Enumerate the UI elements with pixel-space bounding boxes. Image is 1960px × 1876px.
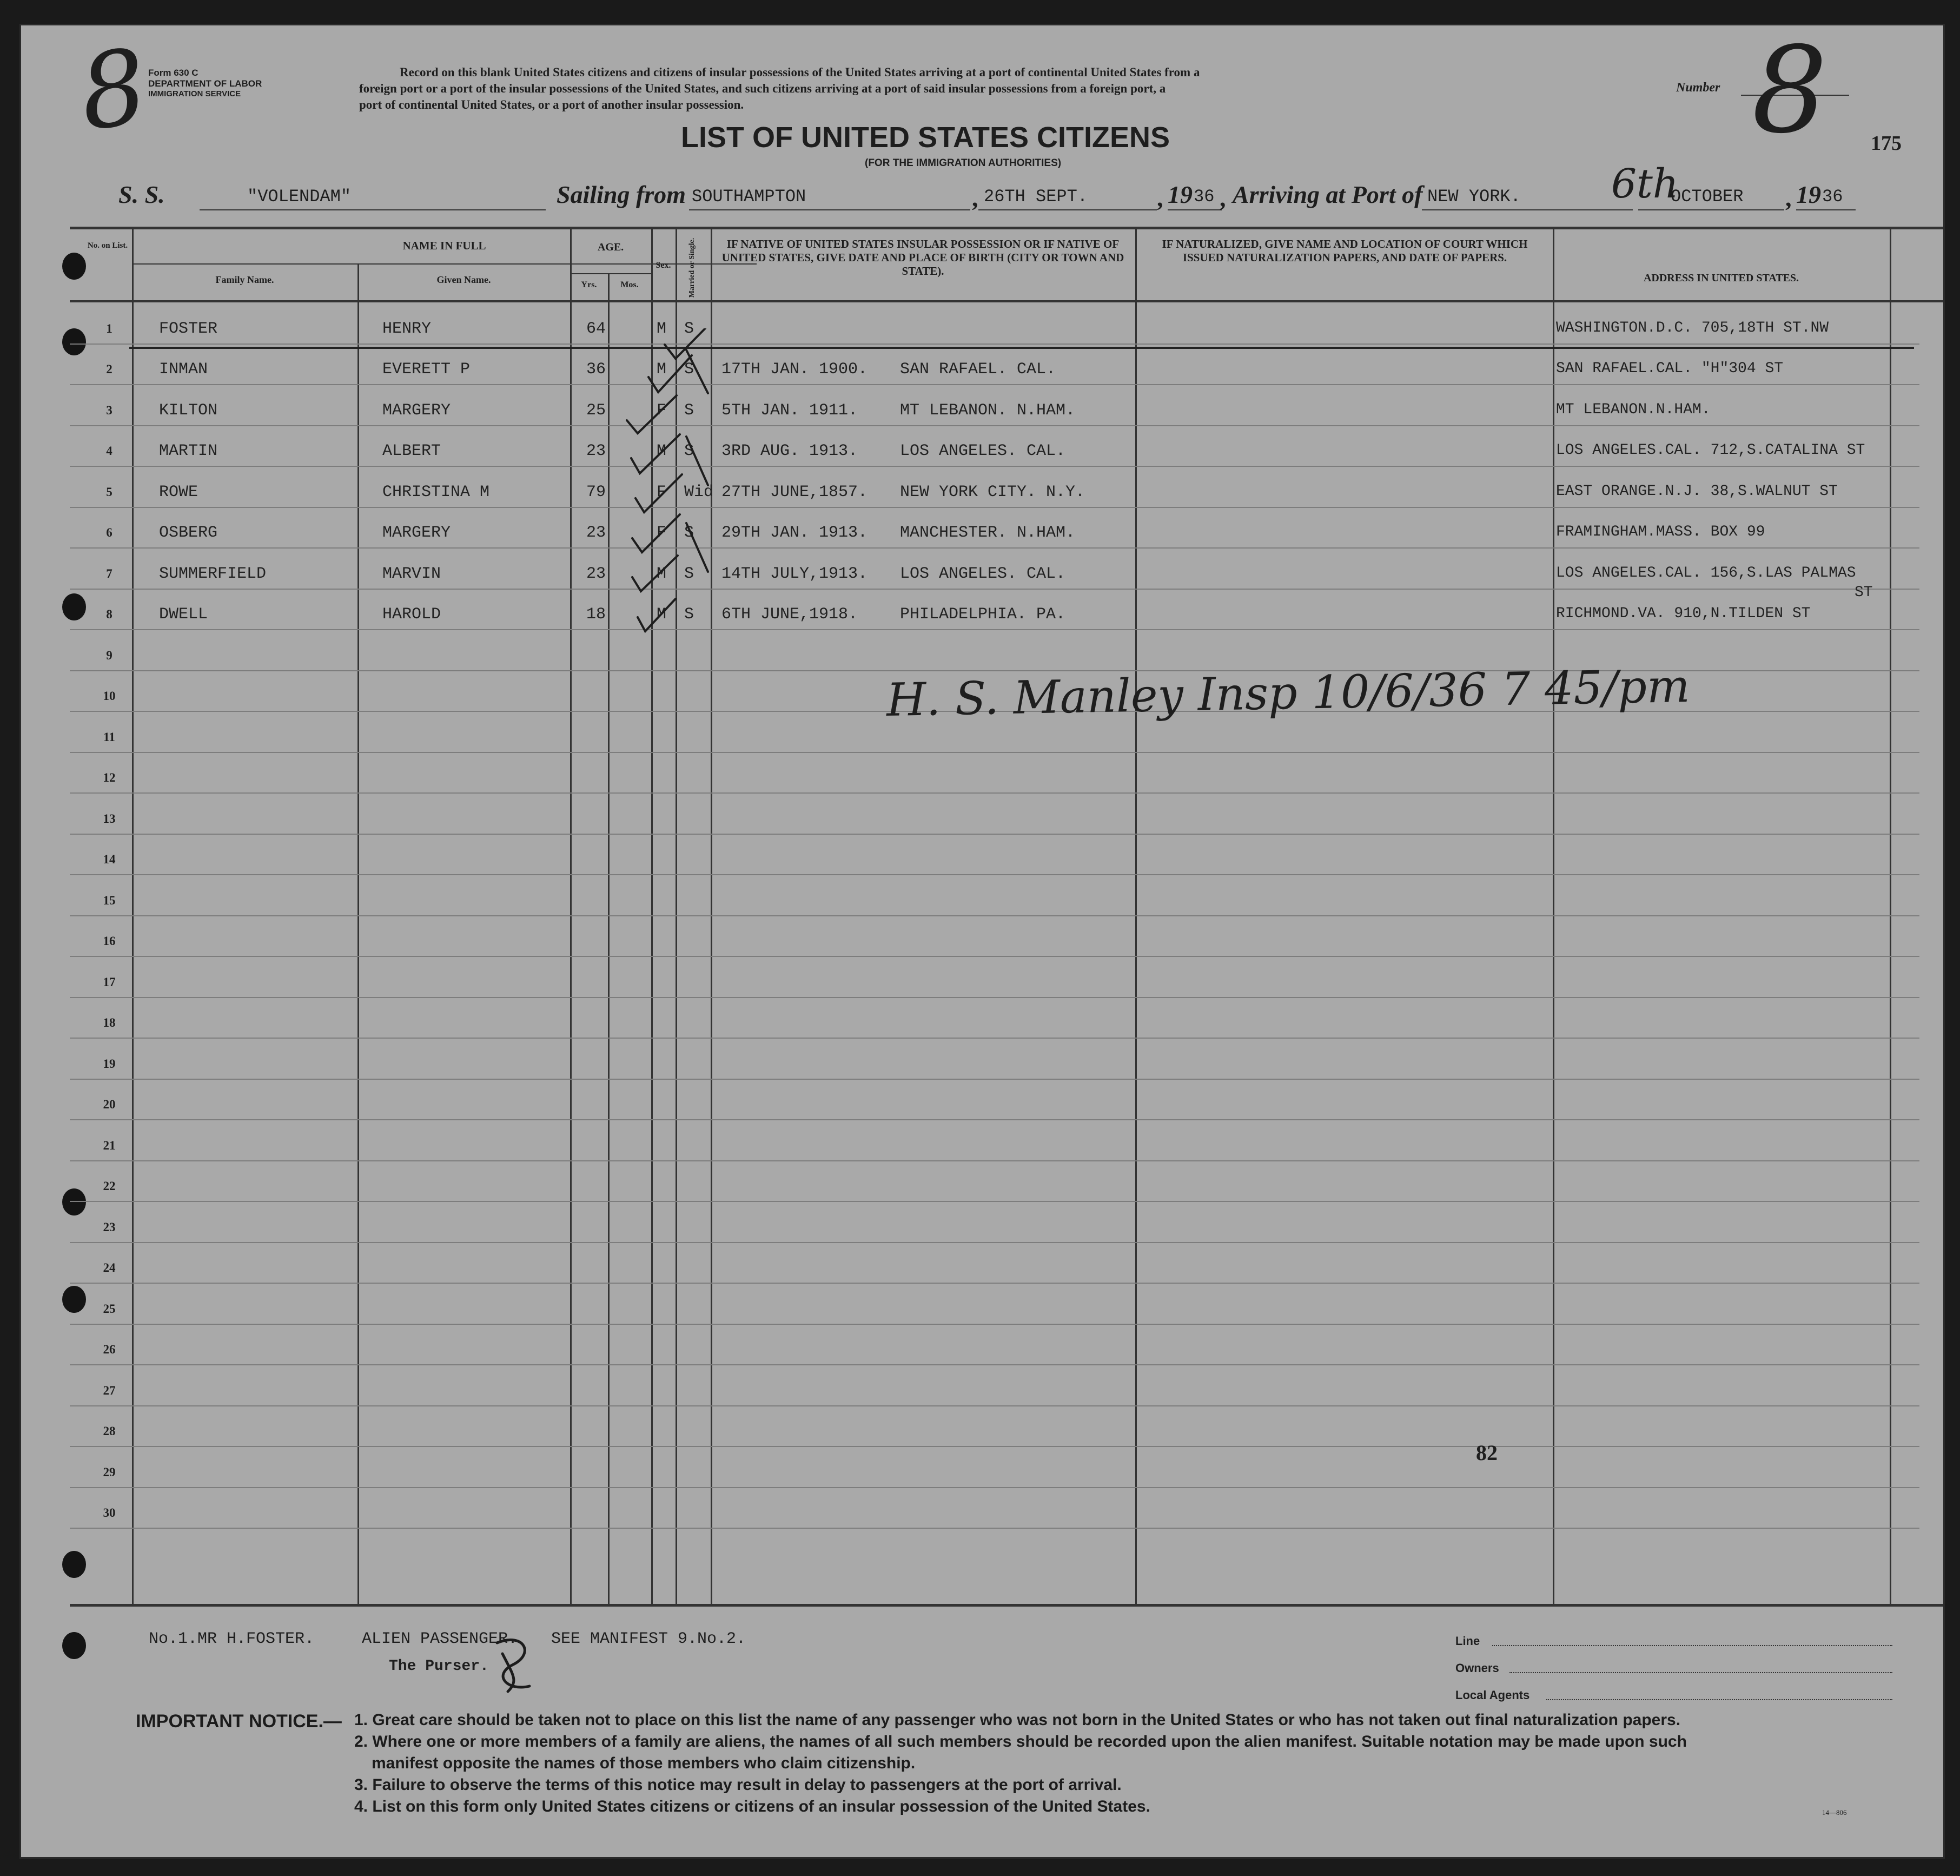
sailing-date: 26TH SEPT. <box>984 187 1088 207</box>
row-number: 4 <box>106 444 112 458</box>
age-years: 64 <box>586 320 606 338</box>
stamp-number: 82 <box>1476 1441 1498 1465</box>
punch-hole <box>62 328 86 355</box>
marital-status: S <box>684 360 694 379</box>
address: LOS ANGELES.CAL. 156,S.LAS PALMAS <box>1556 565 1856 582</box>
arriving-label: Arriving at Port of <box>1233 181 1423 208</box>
table-bottom-rule <box>70 1604 1945 1607</box>
col-age-header: AGE. <box>597 241 624 253</box>
sex: M <box>657 605 667 624</box>
marital-status: S <box>684 605 694 624</box>
birth-place: NEW YORK CITY. N.Y. <box>900 483 1085 501</box>
given-name: ALBERT <box>382 442 441 460</box>
address: MT LEBANON.N.HAM. <box>1556 401 1711 418</box>
row-rule <box>70 1446 1919 1447</box>
row-rule <box>70 752 1919 753</box>
sex: M <box>657 320 667 338</box>
age-years: 18 <box>586 605 606 624</box>
col-birth-header: IF NATIVE OF UNITED STATES INSULAR POSSESSION OR IF NATIVE OF UNITED STATES, GIVE DATE AND PLACE OF BIRTH (CITY OR TOWN AND STATE). <box>721 237 1124 278</box>
sex: F <box>657 483 667 501</box>
col-given-header: Given Name. <box>436 274 491 285</box>
col-yrs-header: Yrs. <box>581 280 597 289</box>
notice-1: 1. Great care should be taken not to place on this list the name of any passenger who was not born in the United States or who has not taken out final naturalization papers. <box>354 1711 1681 1729</box>
address: SAN RAFAEL.CAL. "H"304 ST <box>1556 360 1784 377</box>
punch-hole <box>62 1551 86 1578</box>
inspector-note: H. S. Manley Insp 10/6/36 7 45/pm <box>886 659 1691 726</box>
purser-signature <box>481 1632 546 1697</box>
print-code: 14—806 <box>1822 1808 1847 1816</box>
family-name: SUMMERFIELD <box>159 565 267 583</box>
row-number: 18 <box>103 1016 116 1029</box>
birth-date: 27TH JUNE,1857. <box>721 483 868 501</box>
row-rule <box>70 1160 1919 1161</box>
row-rule <box>70 1405 1919 1406</box>
row-rule <box>70 507 1919 508</box>
family-name: DWELL <box>159 605 208 624</box>
row-number: 26 <box>103 1343 116 1356</box>
row-rule <box>70 874 1919 875</box>
row-number: 23 <box>103 1220 116 1234</box>
row-rule <box>70 466 1919 467</box>
checkmarks <box>616 328 724 664</box>
col-name-header: NAME IN FULL <box>402 239 486 252</box>
birth-place: LOS ANGELES. CAL. <box>900 565 1066 583</box>
instruction-line-2: foreign port or a port of the insular possessions of the United States, and such citizens arriving at a port of said insular possessions from a foreign port, a <box>359 82 1166 95</box>
manifest-sheet: 8 Form 630 C DEPARTMENT OF LABOR IMMIGRATION SERVICE Record on this blank United States citizens and citizens of insular possessions of the United States arriving at a port of continental United States from a foreign port or a port of the insular possessions of the United States, and such citizens arriving at a port of said insular possessions from a foreign port, a port of continental United States, or a port of another insular possession. Number 8 175 LIST OF UNITED STATES CITIZENS (FOR THE IMMIGRATION AUTHORITIES) S. S. "VOLENDAM" Sailing from SOUTHAMPTON , 26TH SEPT. , 19 36 , Arriving at Port of NEW YORK. 6th OCTOBER , 19 36 No. on List. NAME IN FULL Family Name. Given Name. AGE. Yrs. Mos. Sex. Married or Single. IF NATIVE OF UNITED STATES INSULAR POSSESSION OR IF NATIVE OF UNITED STATES, GIVE DATE AND PLACE OF BIRTH (CITY OR TOWN AND STATE). IF NATURALIZED, GIVE NAME AND LOCATION OF COURT WHICH ISSUED NATURALIZATION PAPERS, AND DATE OF PAPERS. ADDRESS IN UNITED STATES. 1 2 3 4 5 6 7 8 9 10 11 12 13 14 15 16 17 18 19 20 21 22 23 24 25 26 27 28 29 30 FOSTER HENRY 64 M S WASHINGTON.D.C. 705,18TH ST.NW INMAN EVERETT P 36 M S 17TH JAN. 1900. SAN RAFAEL. CAL. SAN RAFAEL.CAL. "H"304 ST KILTON MARGERY 25 F S 5TH JAN. 1911. MT LEBANON. N.HAM. MT LEBANON.N.HAM. MARTIN ALBERT 23 M S 3RD AUG. 1913. LOS ANGELES. CAL. LOS ANGELES.CAL. 712,S.CATALINA ST ROWE CHRISTINA M 79 F Wid 27TH JUNE,1857. NEW YORK CITY. N.Y. EAST ORANGE.N.J. 38,S.WALNUT ST OSBERG MARGERY 23 F S 29TH JAN. 1913. MANCHESTER. N.HAM. FRAMINGHAM.MASS. BOX 99 SUMMERFIELD MARVIN 23 M S 14TH JULY,1913. LOS ANGELES. CAL. LOS ANGELES.CAL. 156,S.LAS PALMAS ST DWELL HAROLD 18 M S 6TH JUNE,1918. PHILADELPHIA. PA. RICHMOND.VA. 910,N.TILDEN ST H. S. Manley Insp 10/6/36 7 45/pm 82 No.1.MR H.FOSTER. ALIEN PASSENGER. SEE MANIFEST 9.No.2. The Purser. Line Owners Local Agents IMPORTANT NOTICE.— 1. Great care should be taken not to place on this list the name of any passenger who was not born in the United States or who has not taken out final naturalization papers. 2. Where one or more members of a family are aliens, the names of all such members should be recorded upon the alien manifest. Suitable notation may be made upon such manifest opposite the names of those members who claim citizenship. 3. Failure to observe the terms of this notice may result in delay to passengers at the port of arrival. 4. List on this form only United States citizens or citizens of an insular possession of the United States. 14—806 <box>19 24 1945 1859</box>
notice-3: 3. Failure to observe the terms of this notice may result in delay to passengers at the port of arrival. <box>354 1776 1122 1794</box>
family-name: KILTON <box>159 401 218 420</box>
sailing-port: SOUTHAMPTON <box>692 187 806 207</box>
sailing-label: Sailing from <box>557 181 686 208</box>
notice-4: 4. List on this form only United States citizens or citizens of an insular possession of the United States. <box>354 1798 1150 1815</box>
birth-date: 29TH JAN. 1913. <box>721 524 868 542</box>
row-rule <box>70 997 1919 998</box>
row-number: 28 <box>103 1424 116 1438</box>
page-subtitle: (FOR THE IMMIGRATION AUTHORITIES) <box>865 157 1062 169</box>
address: EAST ORANGE.N.J. 38,S.WALNUT ST <box>1556 483 1838 500</box>
family-name: INMAN <box>159 360 208 379</box>
row-rule <box>70 1487 1919 1488</box>
sex: M <box>657 360 667 379</box>
owners-label: Owners <box>1455 1661 1499 1675</box>
birth-date: 3RD AUG. 1913. <box>721 442 858 460</box>
row-number: 17 <box>103 975 116 989</box>
col-naturalized-header: IF NATURALIZED, GIVE NAME AND LOCATION OF COURT WHICH ISSUED NATURALIZATION PAPERS, AND DATE OF PAPERS. <box>1162 237 1528 264</box>
age-years: 23 <box>586 524 606 542</box>
row-number: 8 <box>106 607 112 621</box>
col-mos-header: Mos. <box>620 280 639 289</box>
row-rule <box>70 344 1919 345</box>
birth-place: MANCHESTER. N.HAM. <box>900 524 1076 542</box>
row-number: 9 <box>106 649 112 662</box>
form-id: Form 630 C <box>148 68 198 78</box>
line-label: Line <box>1455 1634 1480 1648</box>
marital-status: Wid <box>684 483 714 501</box>
marital-status: S <box>684 442 694 460</box>
birth-date: 6TH JUNE,1918. <box>721 605 858 624</box>
row-rule <box>70 1283 1919 1284</box>
header-bottom-rule <box>70 300 1945 302</box>
row-number: 14 <box>103 853 116 866</box>
given-name: MARGERY <box>382 401 451 420</box>
row-number: 24 <box>103 1261 116 1274</box>
address: RICHMOND.VA. 910,N.TILDEN ST <box>1556 605 1811 622</box>
birth-place: PHILADELPHIA. PA. <box>900 605 1066 624</box>
given-name: EVERETT P <box>382 360 471 379</box>
marital-status: S <box>684 320 694 338</box>
row-number: 20 <box>103 1098 116 1111</box>
row-number: 29 <box>103 1465 116 1479</box>
family-name: OSBERG <box>159 524 218 542</box>
row-number: 5 <box>106 485 112 499</box>
row-rule <box>70 792 1919 794</box>
birth-place: LOS ANGELES. CAL. <box>900 442 1066 460</box>
arrival-year: 36 <box>1822 187 1843 207</box>
row-rule <box>70 1079 1919 1080</box>
row-rule <box>70 1201 1919 1202</box>
row-1-strikethrough <box>129 347 1914 349</box>
row-number: 25 <box>103 1302 116 1316</box>
instruction-line-3: port of continental United States, or a port of another insular possession. <box>359 98 744 111</box>
sex: M <box>657 565 667 583</box>
punch-hole <box>62 1632 86 1659</box>
arrival-day: 6th <box>1611 161 1679 207</box>
sex: F <box>657 524 667 542</box>
age-years: 79 <box>586 483 606 501</box>
marital-status: S <box>684 524 694 542</box>
form-service: IMMIGRATION SERVICE <box>148 89 241 98</box>
birth-date: 5TH JAN. 1911. <box>721 401 858 420</box>
family-name: FOSTER <box>159 320 218 338</box>
number-value: 8 <box>1752 24 1827 160</box>
row-rule <box>70 1038 1919 1039</box>
row-rule <box>70 1242 1919 1243</box>
notice-2: 2. Where one or more members of a family are aliens, the names of all such members should be recorded upon the alien manifest. Suitable notation may be made upon such <box>354 1733 1687 1751</box>
sailing-year: 36 <box>1194 187 1215 207</box>
page-number: 175 <box>1871 132 1902 155</box>
punch-hole <box>62 253 86 280</box>
marital-status: S <box>684 401 694 420</box>
address: LOS ANGELES.CAL. 712,S.CATALINA ST <box>1556 442 1865 459</box>
ship-name: "VOLENDAM" <box>247 187 352 207</box>
number-label: Number <box>1676 81 1720 95</box>
row-number: 22 <box>103 1179 116 1193</box>
footer-note: No.1.MR H.FOSTER. <box>149 1630 315 1648</box>
age-years: 23 <box>586 565 606 583</box>
col-address-header: ADDRESS IN UNITED STATES. <box>1643 272 1799 284</box>
footer-note-3: SEE MANIFEST 9.No.2. <box>551 1630 746 1648</box>
row-number: 11 <box>103 730 115 744</box>
family-name: ROWE <box>159 483 198 501</box>
local-agents-label: Local Agents <box>1455 1688 1530 1702</box>
row-rule <box>70 1119 1919 1120</box>
row-number: 16 <box>103 934 116 948</box>
row-number: 13 <box>103 812 116 825</box>
row-rule <box>70 629 1919 630</box>
row-number: 6 <box>106 526 112 539</box>
row-rule <box>70 834 1919 835</box>
given-name: MARGERY <box>382 524 451 542</box>
punch-hole <box>62 1188 86 1216</box>
row-rule <box>70 915 1919 916</box>
row-rule <box>70 425 1919 426</box>
row-rule <box>70 1324 1919 1325</box>
table-top-rule <box>70 227 1945 229</box>
form-dept: DEPARTMENT OF LABOR <box>148 78 262 89</box>
page-title: LIST OF UNITED STATES CITIZENS <box>681 121 1170 154</box>
family-name: MARTIN <box>159 442 218 460</box>
birth-date: 14TH JULY,1913. <box>721 565 868 583</box>
row-rule <box>70 547 1919 549</box>
row-rule <box>70 384 1919 385</box>
row-number: 19 <box>103 1057 116 1071</box>
col-no-header: No. on List. <box>87 241 128 250</box>
instruction-line-1: Record on this blank United States citizens and citizens of insular possessions of the United States arriving at a port of continental United States from a <box>400 65 1200 79</box>
row-number: 12 <box>103 771 116 784</box>
corner-mark: 8 <box>72 26 154 154</box>
arrival-month: OCTOBER <box>1671 187 1744 207</box>
footer-note-2: ALIEN PASSENGER. <box>362 1630 518 1648</box>
purser-label: The Purser. <box>389 1658 489 1675</box>
marital-status: S <box>684 565 694 583</box>
row-number: 7 <box>106 567 112 580</box>
row-number: 1 <box>106 322 112 335</box>
row-number: 10 <box>103 689 116 703</box>
sailing-year-prefix: 19 <box>1168 181 1193 208</box>
punch-hole <box>62 593 86 620</box>
given-name: HENRY <box>382 320 432 338</box>
row-rule <box>70 1528 1919 1529</box>
address: FRAMINGHAM.MASS. BOX 99 <box>1556 524 1765 540</box>
ss-label: S. S. <box>118 181 165 208</box>
age-years: 36 <box>586 360 606 379</box>
row-number: 27 <box>103 1384 116 1397</box>
row-rule <box>70 589 1919 590</box>
given-name: HAROLD <box>382 605 441 624</box>
given-name: CHRISTINA M <box>382 483 490 501</box>
birth-place: MT LEBANON. N.HAM. <box>900 401 1076 420</box>
birth-date: 17TH JAN. 1900. <box>721 360 868 379</box>
notice-title: IMPORTANT NOTICE.— <box>136 1711 342 1732</box>
address: WASHINGTON.D.C. 705,18TH ST.NW <box>1556 320 1829 336</box>
sex: F <box>657 401 667 420</box>
punch-hole <box>62 1286 86 1313</box>
address-continued: ST <box>1855 584 1873 601</box>
given-name: MARVIN <box>382 565 441 583</box>
row-rule <box>70 956 1919 957</box>
arrival-port: NEW YORK. <box>1427 187 1521 207</box>
arrival-year-prefix: 19 <box>1796 181 1821 208</box>
row-number: 21 <box>103 1139 116 1152</box>
age-years: 25 <box>586 401 606 420</box>
col-sex-header: Sex. <box>655 261 671 270</box>
row-number: 2 <box>106 362 112 376</box>
col-married-header: Married or Single. <box>688 237 696 298</box>
age-years: 23 <box>586 442 606 460</box>
notice-2b: manifest opposite the names of those members who claim citizenship. <box>372 1754 916 1772</box>
birth-place: SAN RAFAEL. CAL. <box>900 360 1056 379</box>
row-rule <box>70 1364 1919 1365</box>
sex: M <box>657 442 667 460</box>
row-number: 15 <box>103 894 116 907</box>
row-number: 30 <box>103 1506 116 1520</box>
col-family-header: Family Name. <box>215 274 274 285</box>
row-number: 3 <box>106 404 112 417</box>
